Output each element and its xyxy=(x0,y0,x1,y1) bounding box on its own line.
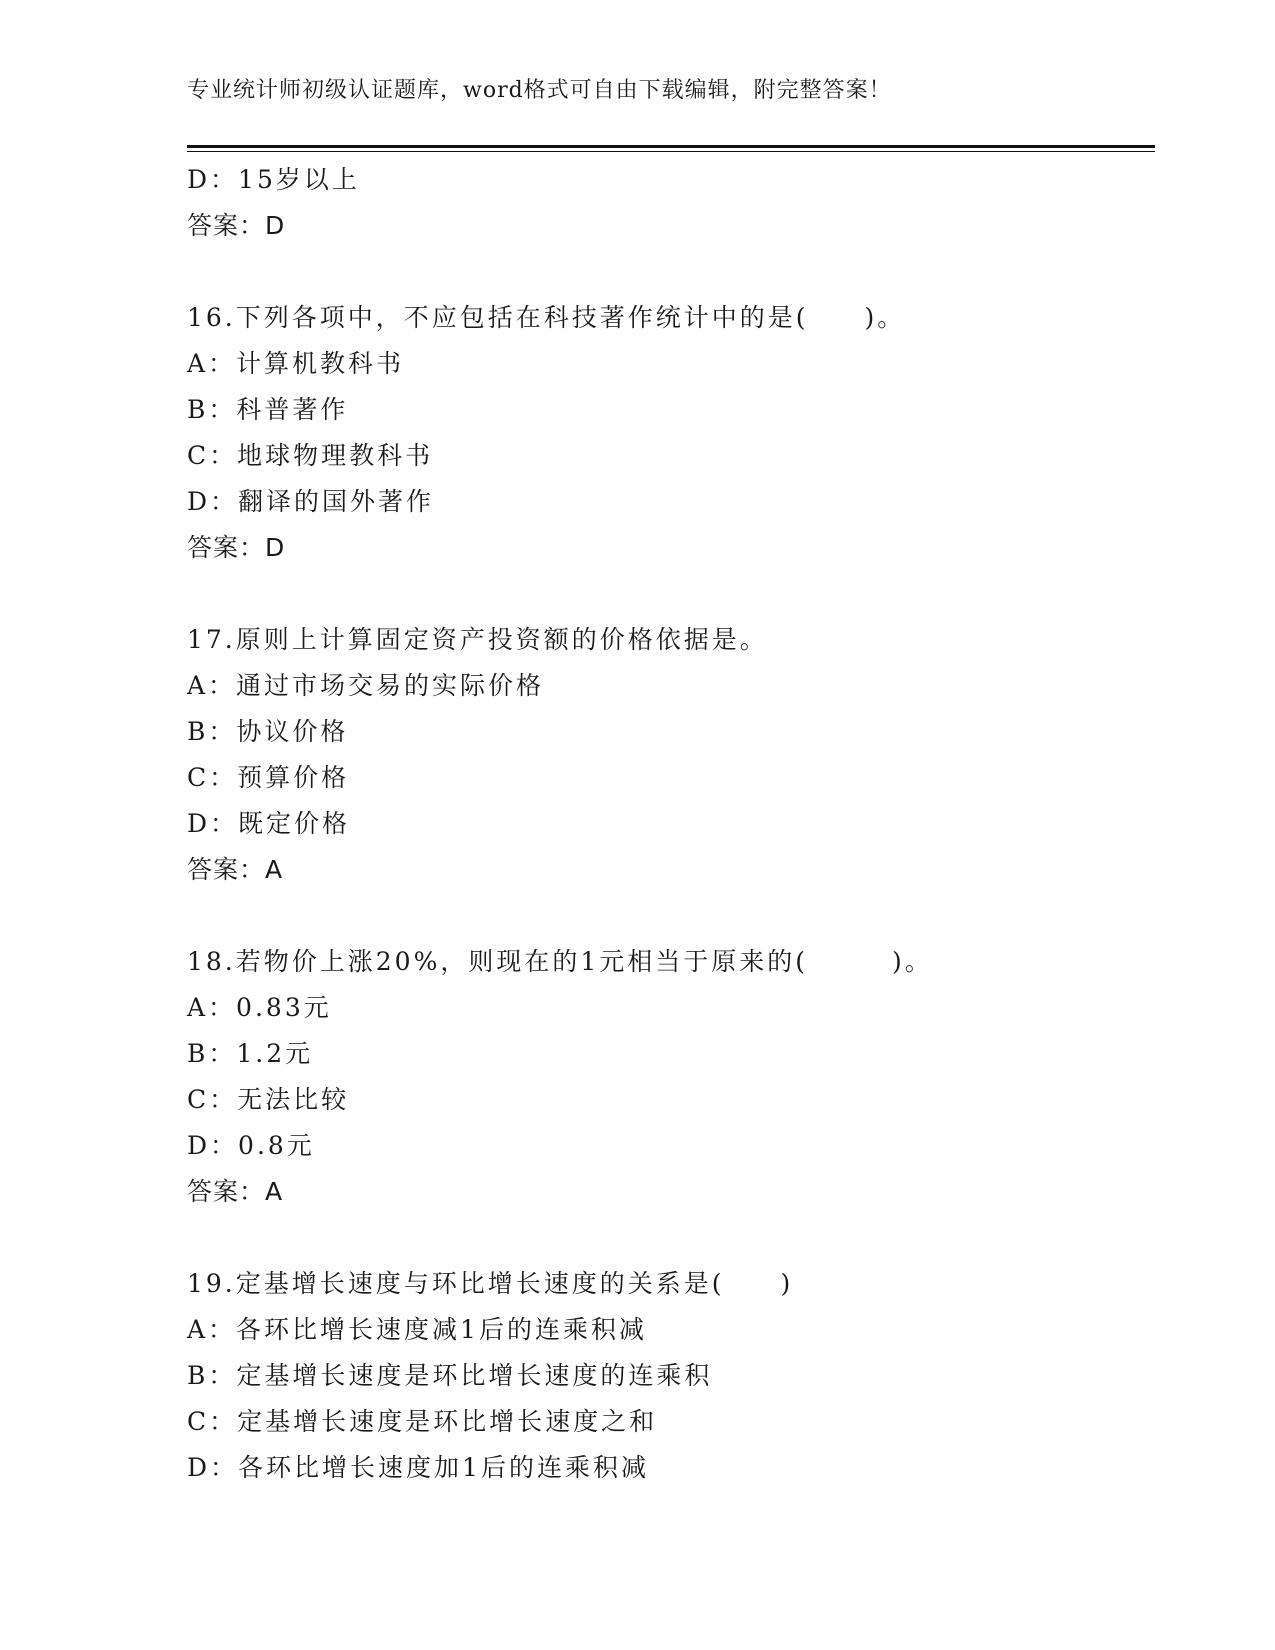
option-d: D：各环比增长速度加1后的连乘积减 xyxy=(187,1453,649,1482)
option-c: C：预算价格 xyxy=(187,763,350,792)
option-c: C：定基增长速度是环比增长速度之和 xyxy=(187,1407,658,1436)
answer-line: 答案：D xyxy=(187,533,286,562)
option-a: A：各环比增长速度减1后的连乘积减 xyxy=(187,1315,647,1344)
header-rule-thin xyxy=(187,151,1155,152)
answer-line: 答案：A xyxy=(187,855,284,884)
option-c: C：无法比较 xyxy=(187,1085,350,1114)
option-d: D：0.8元 xyxy=(187,1131,315,1160)
option-a: A：0.83元 xyxy=(187,993,332,1022)
question-stem: 18.若物价上涨20%，则现在的1元相当于原来的( )。 xyxy=(187,947,933,976)
question-stem: 17.原则上计算固定资产投资额的价格依据是。 xyxy=(187,625,768,654)
spacer xyxy=(187,893,1147,939)
question-19 xyxy=(187,1261,1147,1491)
option-c: C：地球物理教科书 xyxy=(187,441,434,470)
option-a: A：计算机教科书 xyxy=(187,349,405,378)
question-stem: 19.定基增长速度与环比增长速度的关系是( ) xyxy=(187,1269,794,1298)
answer-line: 答案：A xyxy=(187,1177,284,1206)
option-a: A：通过市场交易的实际价格 xyxy=(187,671,545,700)
option-b: B：定基增长速度是环比增长速度的连乘积 xyxy=(187,1361,713,1390)
option-b: B：协议价格 xyxy=(187,717,349,746)
spacer xyxy=(187,571,1147,617)
option-d: D：既定价格 xyxy=(187,809,351,838)
spacer xyxy=(187,1215,1147,1261)
question-18 xyxy=(187,939,1147,1215)
question-17 xyxy=(187,617,1147,893)
question-stem: 16.下列各项中，不应包括在科技著作统计中的是( )。 xyxy=(187,303,906,332)
question-16 xyxy=(187,295,1147,571)
option-b: B：科普著作 xyxy=(187,395,349,424)
header-rule-thick xyxy=(187,145,1155,148)
option-d: D：15岁以上 xyxy=(187,165,360,194)
question-list xyxy=(187,157,1147,1491)
page-header: 专业统计师初级认证题库，word格式可自由下载编辑，附完整答案！ xyxy=(187,78,892,103)
spacer xyxy=(187,249,1147,295)
option-b: B：1.2元 xyxy=(187,1039,314,1068)
option-d: D：翻译的国外著作 xyxy=(187,487,435,516)
answer-line: 答案：D xyxy=(187,211,286,240)
